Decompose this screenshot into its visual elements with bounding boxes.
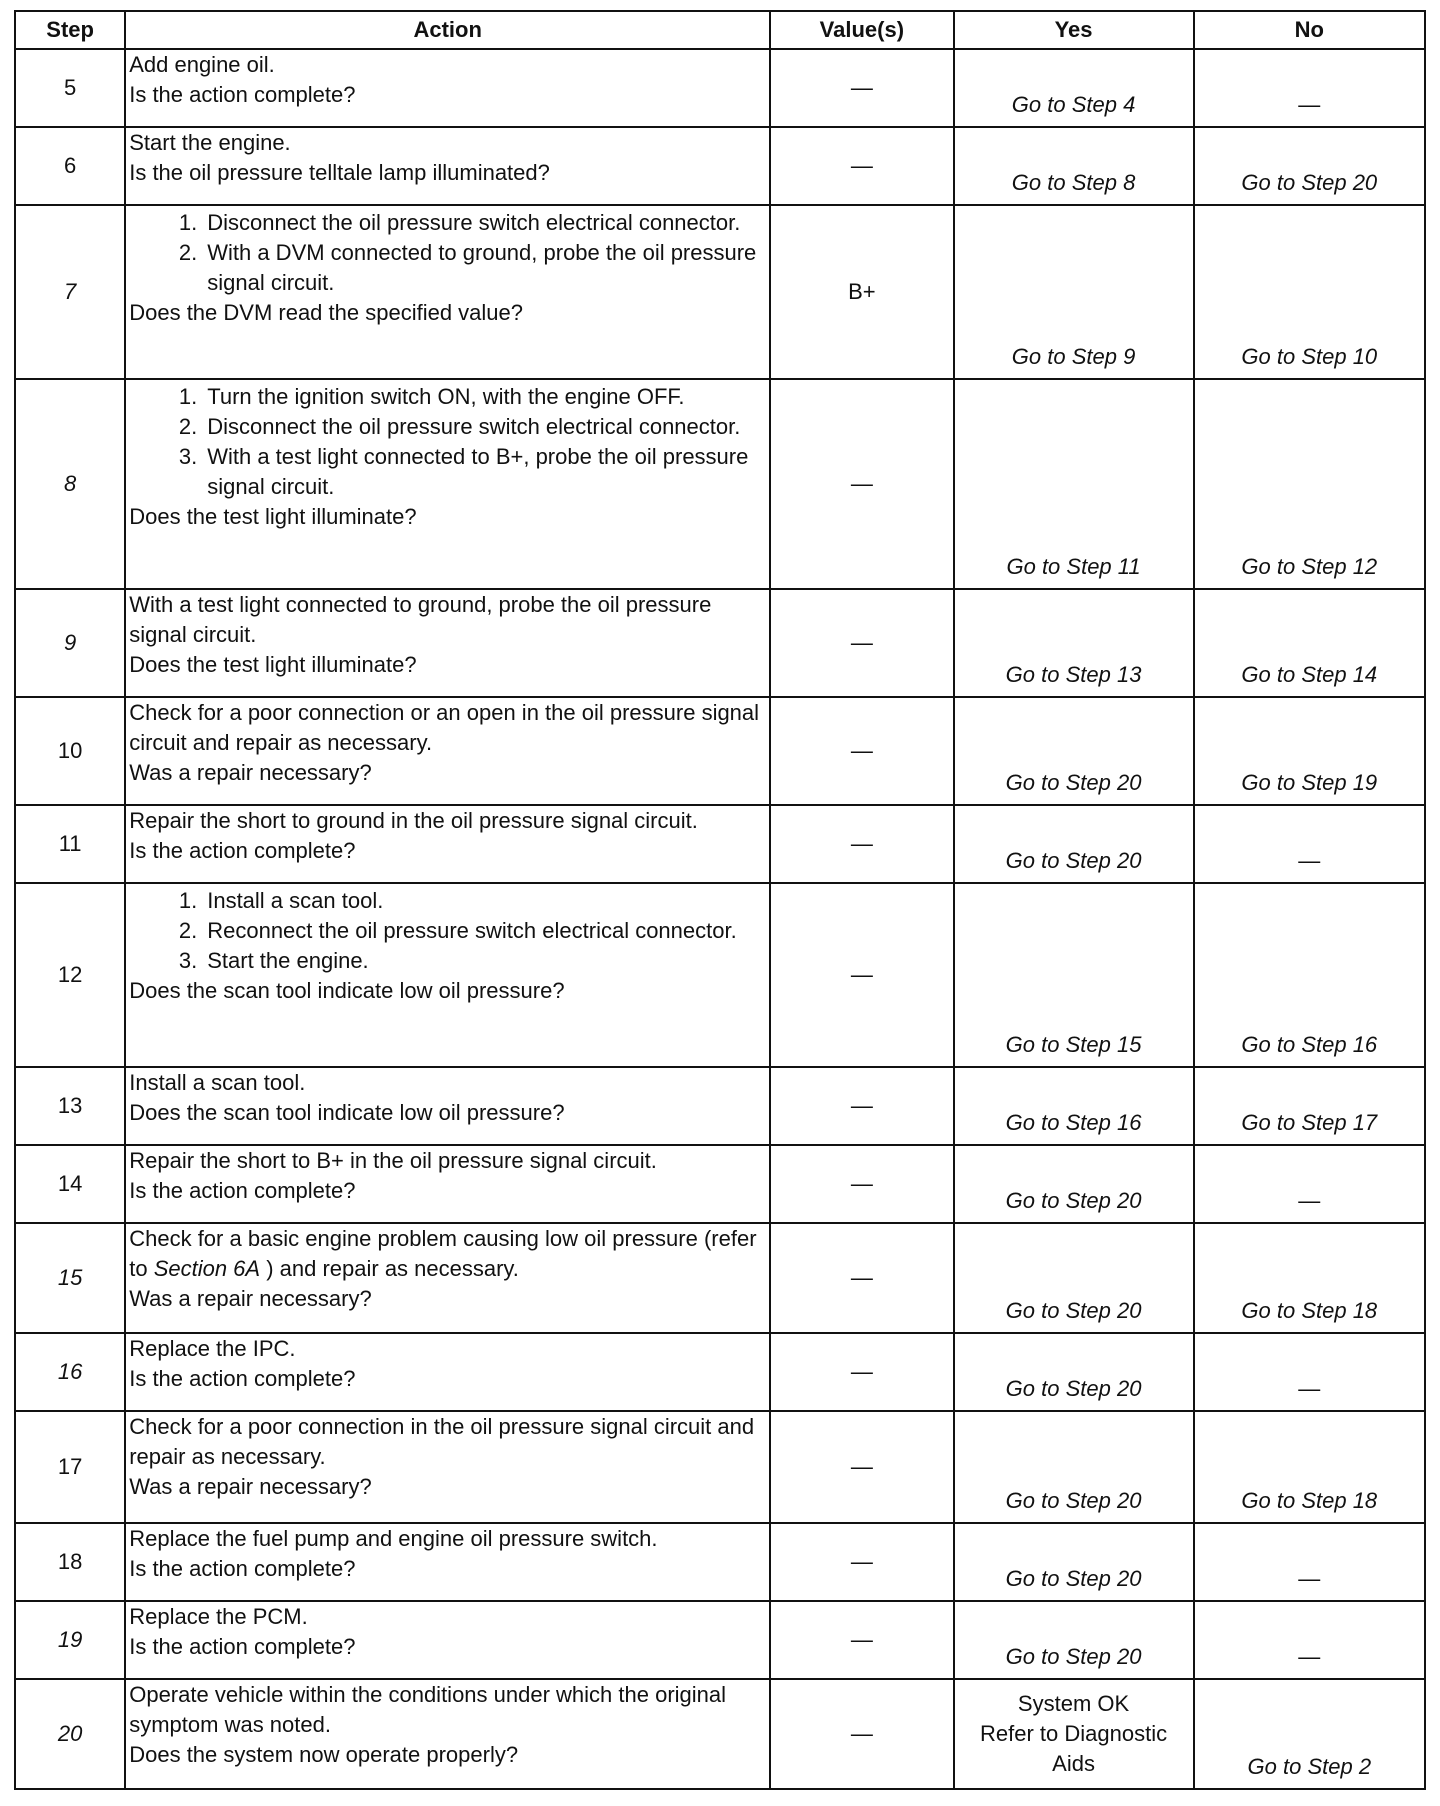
action-question: Does the DVM read the specified value? [129,300,523,325]
yes-cell: Go to Step 11 [954,379,1194,589]
action-text: Replace the IPC. [129,1336,296,1361]
action-substeps [129,886,766,976]
table-row [15,49,1425,127]
header-action: Action [125,11,770,49]
action-text: Start the engine. [129,130,291,155]
action-text: Check for a poor connection or an open in the oil pressure signal circuit and repair as necessary. [129,700,760,755]
substep-text: Reconnect the oil pressure switch electrical connector. [207,918,737,943]
table-row [15,1333,1425,1411]
action-question: Does the test light illuminate? [129,504,417,529]
yes-cell: Go to Step 9 [954,205,1194,379]
table-row [15,697,1425,805]
action-cell [125,1601,770,1679]
step-number: 18 [15,1523,125,1601]
step-number: 10 [15,697,125,805]
value-cell: — [770,127,953,205]
yes-cell: Go to Step 15 [954,883,1194,1067]
action-question: Does the scan tool indicate low oil pressure? [129,978,565,1003]
header-no: No [1194,11,1425,49]
step-number: 8 [15,379,125,589]
table-row [15,589,1425,697]
action-text [129,1224,766,1284]
step-number: 19 [15,1601,125,1679]
action-cell [125,127,770,205]
action-text: Repair the short to B+ in the oil pressure signal circuit. [129,1148,657,1173]
action-question: Was a repair necessary? [129,1474,372,1499]
action-text-part: ) and repair as necessary. [260,1256,519,1281]
yes-cell: Go to Step 4 [954,49,1194,127]
no-cell: — [1194,1333,1425,1411]
yes-cell: Go to Step 20 [954,1411,1194,1523]
no-cell: — [1194,1601,1425,1679]
yes-cell: Go to Step 8 [954,127,1194,205]
value-cell: — [770,1145,953,1223]
table-row [15,1679,1425,1789]
value-cell: — [770,589,953,697]
action-cell [125,205,770,379]
table-row [15,1145,1425,1223]
value-cell: — [770,1523,953,1601]
list-item [129,238,766,298]
list-item [129,412,766,442]
substep-text: With a DVM connected to ground, probe the oil pressure signal circuit. [207,240,757,295]
value-cell: B+ [770,205,953,379]
substep-number: 2. [178,240,198,265]
yes-cell: Go to Step 20 [954,1223,1194,1333]
action-cell [125,589,770,697]
action-cell [125,1067,770,1145]
action-question: Does the system now operate properly? [129,1742,519,1767]
action-question: Is the action complete? [129,838,356,863]
value-cell: — [770,1411,953,1523]
header-step: Step [15,11,125,49]
action-substeps [129,382,766,502]
substep-number: 2. [178,918,198,943]
value-cell: — [770,1601,953,1679]
diagnostic-table [14,10,1426,1790]
action-question: Is the action complete? [129,1634,356,1659]
header-values: Value(s) [770,11,953,49]
value-cell: — [770,379,953,589]
action-cell [125,1223,770,1333]
substep-number: 1. [178,888,198,913]
substep-text: Disconnect the oil pressure switch electrical connector. [207,414,741,439]
section-reference: Section 6A [153,1256,261,1281]
list-item [129,916,766,946]
no-cell: — [1194,1145,1425,1223]
yes-cell: Go to Step 20 [954,1523,1194,1601]
table-body [15,49,1425,1789]
table-row [15,1223,1425,1333]
value-cell: — [770,1333,953,1411]
step-number: 11 [15,805,125,883]
action-cell [125,1411,770,1523]
action-cell [125,1145,770,1223]
action-cell [125,1333,770,1411]
header-yes: Yes [954,11,1194,49]
action-substeps [129,208,766,298]
step-number: 12 [15,883,125,1067]
list-item [129,208,766,238]
substep-number: 1. [178,384,198,409]
list-item [129,442,766,502]
action-question: Is the action complete? [129,82,356,107]
action-question: Is the action complete? [129,1178,356,1203]
no-cell: Go to Step 19 [1194,697,1425,805]
yes-cell: Go to Step 20 [954,1601,1194,1679]
table-row [15,1411,1425,1523]
action-cell [125,1523,770,1601]
action-text: Install a scan tool. [129,1070,306,1095]
step-number: 17 [15,1411,125,1523]
step-number: 14 [15,1145,125,1223]
no-cell: — [1194,805,1425,883]
value-cell: — [770,805,953,883]
action-cell [125,697,770,805]
no-cell: — [1194,49,1425,127]
list-item [129,886,766,916]
step-number: 9 [15,589,125,697]
yes-cell: Go to Step 20 [954,697,1194,805]
no-cell: Go to Step 18 [1194,1411,1425,1523]
yes-text-line: Refer to Diagnostic Aids [980,1721,1168,1776]
no-cell: Go to Step 16 [1194,883,1425,1067]
substep-text: With a test light connected to B+, probe the oil pressure signal circuit. [207,444,749,499]
value-cell: — [770,883,953,1067]
table-row [15,805,1425,883]
yes-cell [954,1679,1194,1789]
action-text: Add engine oil. [129,52,275,77]
action-question: Is the oil pressure telltale lamp illuminated? [129,160,550,185]
step-number: 7 [15,205,125,379]
step-number: 13 [15,1067,125,1145]
step-number: 5 [15,49,125,127]
no-cell: — [1194,1523,1425,1601]
value-cell: — [770,697,953,805]
yes-cell: Go to Step 20 [954,1333,1194,1411]
table-row [15,883,1425,1067]
table-row [15,127,1425,205]
value-cell: — [770,1067,953,1145]
action-cell [125,883,770,1067]
yes-text-line: System OK [1017,1691,1130,1716]
substep-text: Start the engine. [207,948,369,973]
diagnostic-table-page [14,10,1426,1790]
substep-text: Install a scan tool. [207,888,384,913]
step-number: 20 [15,1679,125,1789]
table-row [15,379,1425,589]
action-text: Replace the fuel pump and engine oil pressure switch. [129,1526,658,1551]
substep-number: 2. [178,414,198,439]
value-cell: — [770,1223,953,1333]
action-question: Was a repair necessary? [129,1286,372,1311]
action-question: Does the scan tool indicate low oil pressure? [129,1100,565,1125]
action-cell [125,379,770,589]
no-cell: Go to Step 12 [1194,379,1425,589]
action-text-part: Check for a basic engine problem causing low oil pressure (refer to [129,1226,757,1281]
action-cell [125,1679,770,1789]
action-question: Is the action complete? [129,1556,356,1581]
table-row [15,1067,1425,1145]
no-cell: Go to Step 14 [1194,589,1425,697]
value-cell: — [770,49,953,127]
list-item [129,946,766,976]
table-row [15,205,1425,379]
action-cell [125,805,770,883]
no-cell: Go to Step 2 [1194,1679,1425,1789]
step-number: 16 [15,1333,125,1411]
table-header-row [15,11,1425,49]
list-item [129,382,766,412]
no-cell: Go to Step 20 [1194,127,1425,205]
action-text: Replace the PCM. [129,1604,308,1629]
table-row [15,1601,1425,1679]
yes-cell: Go to Step 20 [954,805,1194,883]
action-cell [125,49,770,127]
action-text: With a test light connected to ground, probe the oil pressure signal circuit. [129,592,712,647]
action-text: Check for a poor connection in the oil pressure signal circuit and repair as necessary. [129,1414,755,1469]
substep-number: 3. [178,444,198,469]
substep-text: Turn the ignition switch ON, with the engine OFF. [207,384,685,409]
no-cell: Go to Step 17 [1194,1067,1425,1145]
no-cell: Go to Step 10 [1194,205,1425,379]
substep-number: 3. [178,948,198,973]
yes-cell: Go to Step 16 [954,1067,1194,1145]
substep-number: 1. [178,210,198,235]
table-row [15,1523,1425,1601]
substep-text: Disconnect the oil pressure switch electrical connector. [207,210,741,235]
action-text: Operate vehicle within the conditions under which the original symptom was noted. [129,1682,727,1737]
step-number: 15 [15,1223,125,1333]
action-question: Is the action complete? [129,1366,356,1391]
action-text: Repair the short to ground in the oil pressure signal circuit. [129,808,698,833]
no-cell: Go to Step 18 [1194,1223,1425,1333]
action-question: Was a repair necessary? [129,760,372,785]
action-question: Does the test light illuminate? [129,652,417,677]
yes-cell: Go to Step 13 [954,589,1194,697]
step-number: 6 [15,127,125,205]
value-cell: — [770,1679,953,1789]
yes-cell: Go to Step 20 [954,1145,1194,1223]
